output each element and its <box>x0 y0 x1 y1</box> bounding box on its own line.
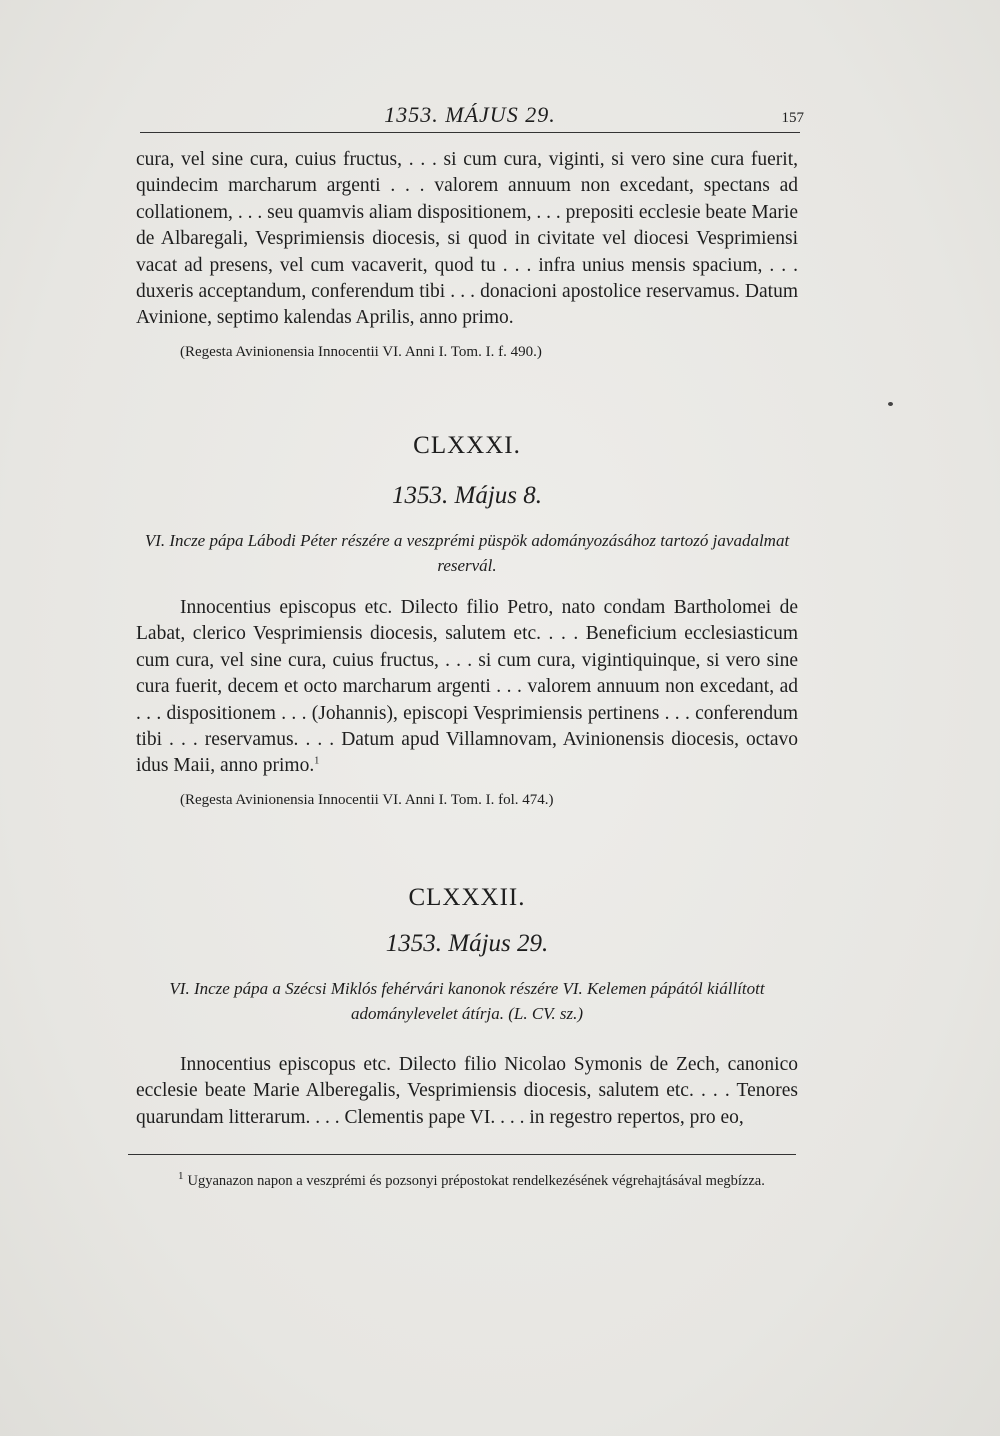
continued-paragraph: cura, vel sine cura, cuius fructus, . . . si cum cura, viginti, si vero sine cura fuerit, quindecim marcharum argenti . . . valorem annuum non excedant, spectans ad collationem, . . . seu quamvis aliam dispositionem, . . . prepositi ecclesie beate Marie de Albaregali, Vesprimiensis diocesis, si quod in civitate vel diocesi Vesprimiensi vacat ad presens, vel cum vacaverit, quod tu . . . infra unius mensis spacium, . . . duxeris acceptandum, conferendum tibi . . . donacioni apostolice reservamus. Datum Avinione, septimo kalendas Aprilis, anno primo. <box>136 149 798 329</box>
document-paragraph-181 <box>136 595 798 780</box>
continued-text-block <box>136 147 798 362</box>
source-citation: (Regesta Avinionensia Innocentii VI. Anni I. Tom. I. f. 490.) <box>180 343 542 360</box>
document-number-182: CLXXXII. <box>408 884 526 911</box>
footnote-text: Ugyanazon napon a veszprémi és pozsonyi prépostokat rendelkezésének végrehajtásával megbízza. <box>187 1173 765 1189</box>
footnote <box>138 1171 798 1191</box>
ink-spot <box>888 402 893 406</box>
document-number-181: CLXXXI. <box>413 432 521 459</box>
document-text-block-182 <box>136 1052 798 1131</box>
footnote-divider <box>128 1154 796 1155</box>
document-paragraph-181-text: Innocentius episcopus etc. Dilecto filio Petro, nato condam Bartholomei de Labat, clerico Vesprimiensis diocesis, salutem etc. . . . Beneficium ecclesiasticum cum cura, vel sine cura, cuius fructus, . . . si cum cura, vigintiquinque, si vero sine cura fuerit, decem et octo marcharum argenti . . . valorem annuum non excedant, ad . . . dispositionem . . . (Johannis), episcopi Vesprimiensis pertinens . . . conferendum tibi . . . reservamus. . . . Datum apud Villamnovam, Avinionensis diocesis, octavo idus Maii, anno primo. <box>136 597 798 777</box>
document-text-block-181 <box>136 595 798 810</box>
document-summary-182: VI. Incze pápa a Szécsi Miklós fehérvári kanonok részére VI. Kelemen pápától kiállított adománylevelet átírja. (L. CV. sz.) <box>169 979 765 1023</box>
document-date-181: 1353. Május 8. <box>392 482 542 509</box>
source-citation-181: (Regesta Avinionensia Innocentii VI. Anni I. Tom. I. fol. 474.) <box>180 791 554 808</box>
document-summary-181: VI. Incze pápa Lábodi Péter részére a veszprémi püspök adományozásához tartozó javadalmat reservál. <box>144 531 790 575</box>
page-number: 157 <box>781 110 804 126</box>
footnote-reference: 1 <box>314 755 320 767</box>
footnote-mark: 1 <box>178 1170 184 1183</box>
document-paragraph-182: Innocentius episcopus etc. Dilecto filio Nicolao Symonis de Zech, canonico ecclesie beate Marie Alberegalis, Vesprimiensis diocesis, salutem etc. . . . Tenores quarundam litterarum. . . . Clementis pape VI. . . . in regestro repertos, pro eo, <box>136 1054 798 1128</box>
page-header <box>140 102 804 133</box>
running-title: 1353. MÁJUS 29. <box>384 102 556 127</box>
document-date-182: 1353. Május 29. <box>385 930 549 957</box>
